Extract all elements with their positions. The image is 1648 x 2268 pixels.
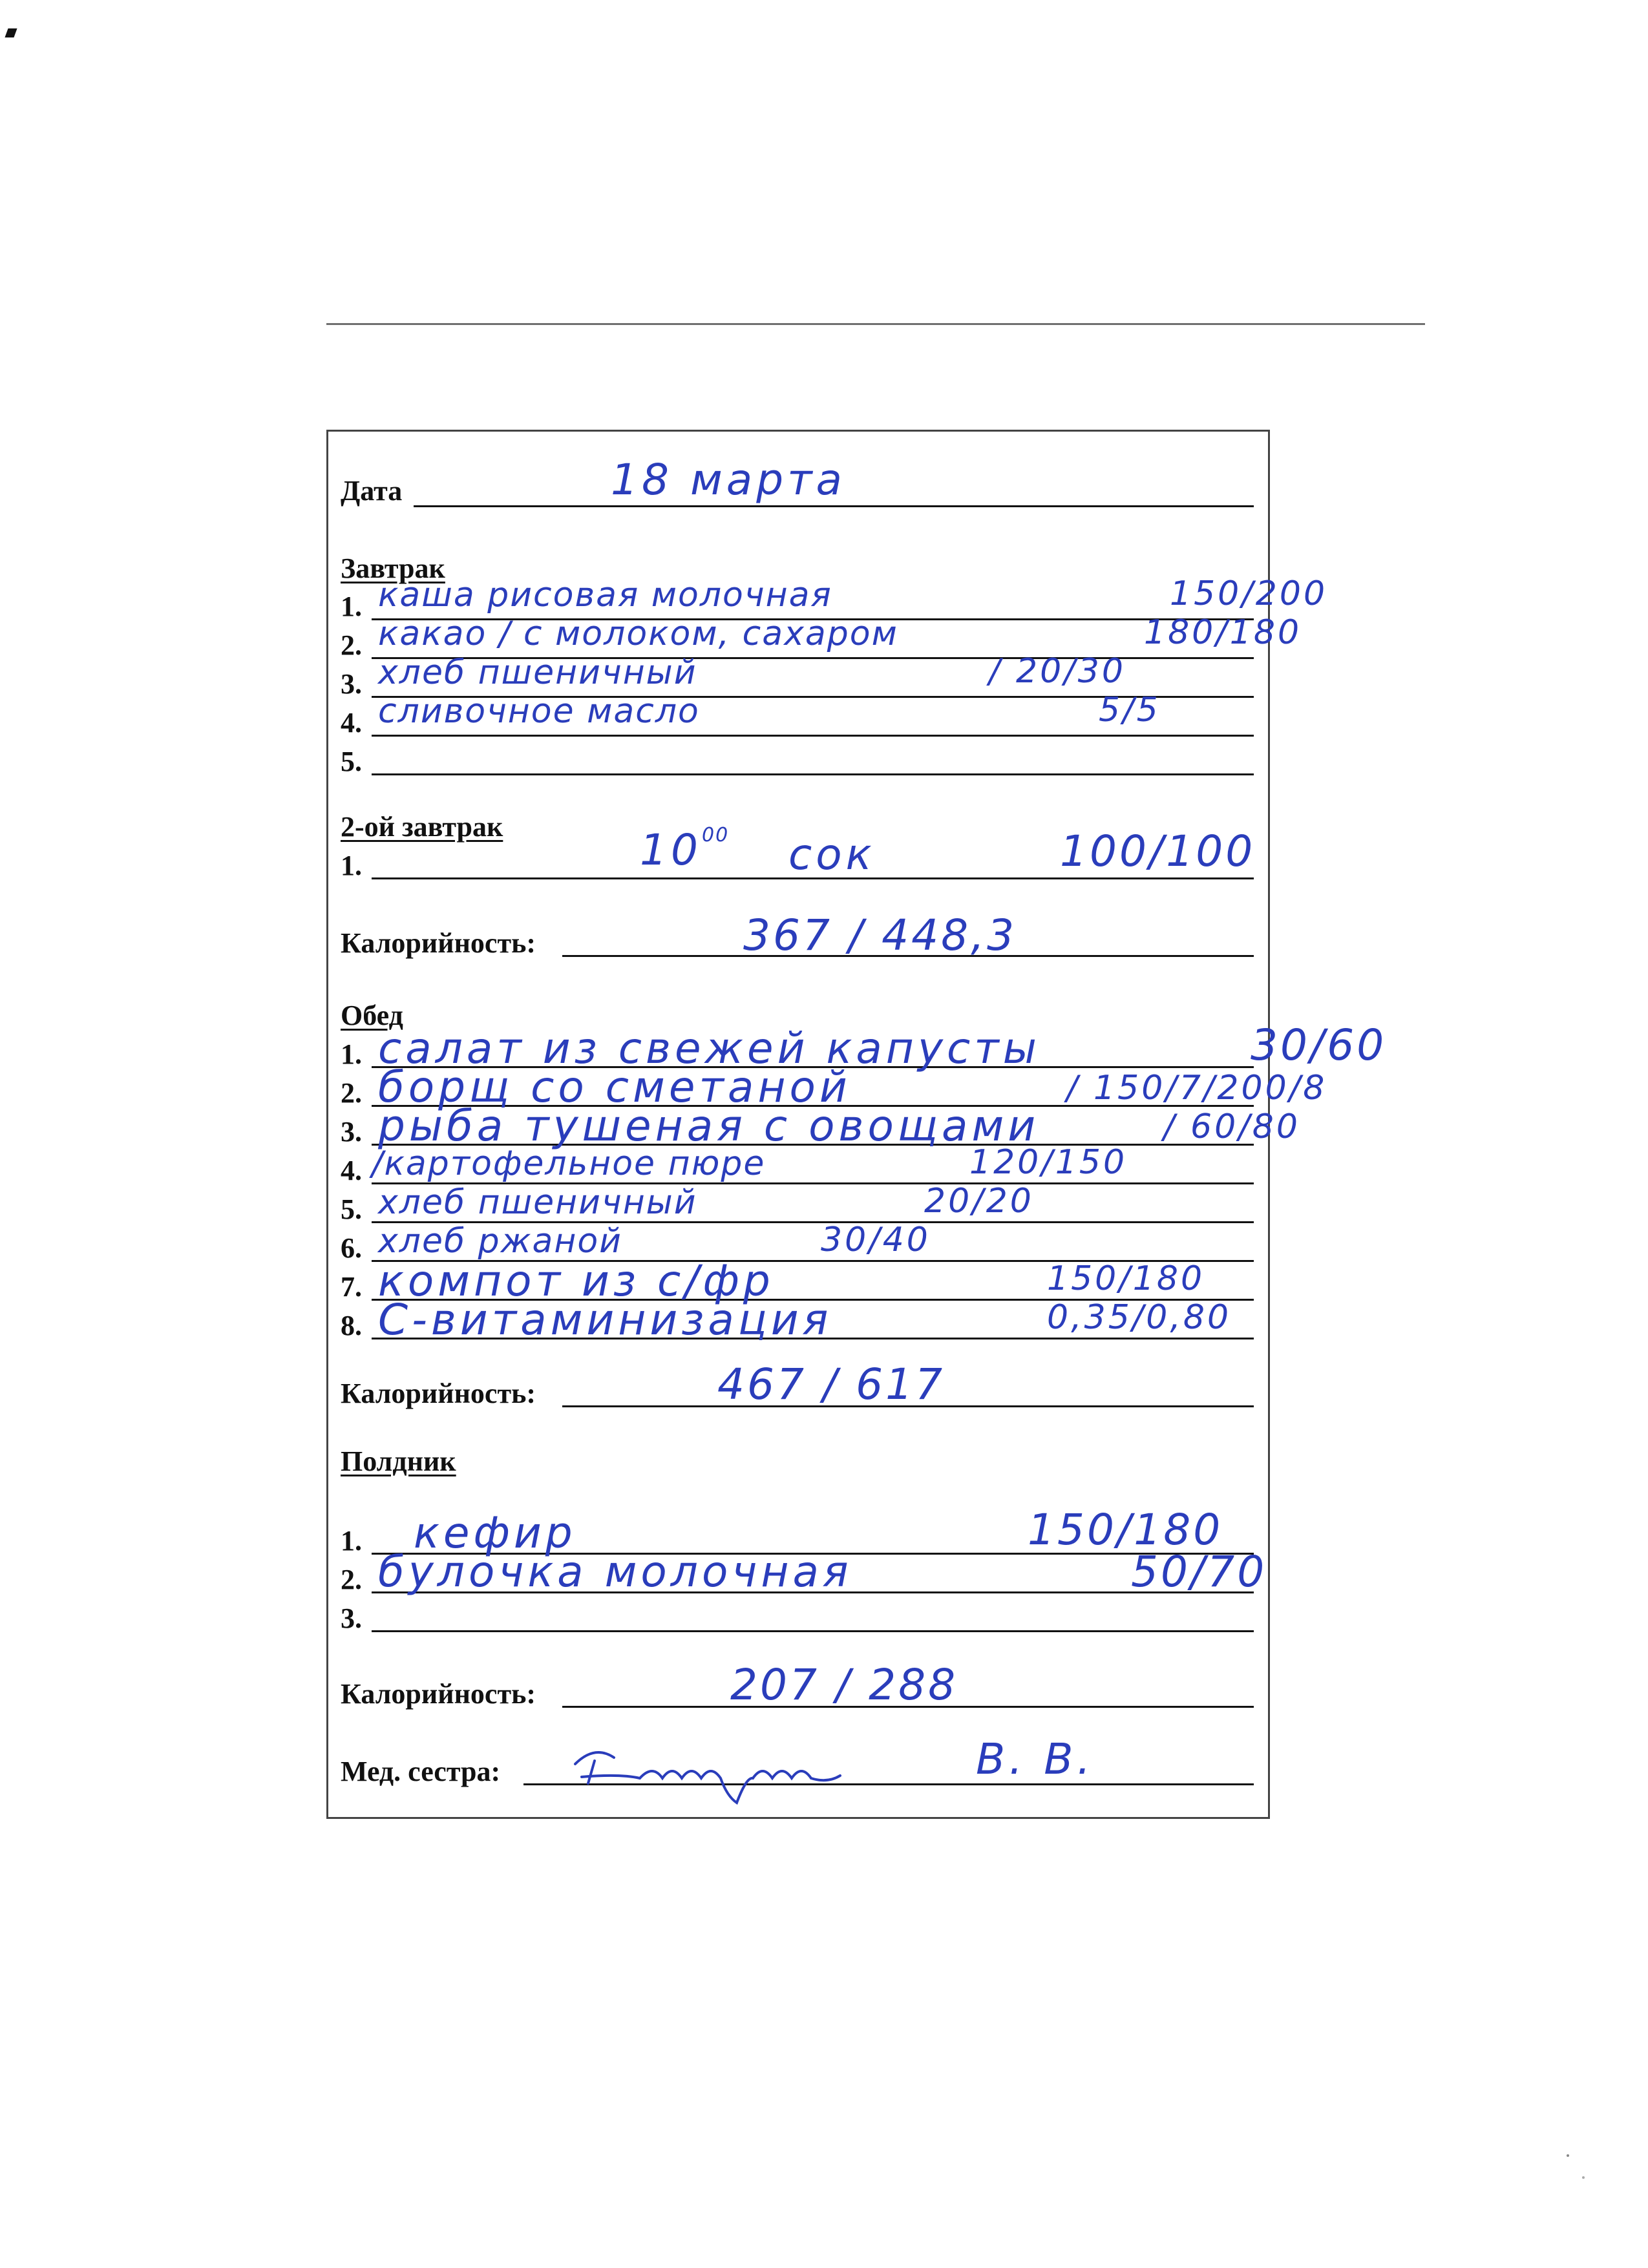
breakfast-item-text: хлеб пшеничный (378, 653, 697, 692)
breakfast-item-portion: / 20/30 (989, 652, 1126, 691)
second-breakfast-heading: 2-ой завтрак (341, 811, 503, 843)
breakfast-item-portion: 180/180 (1144, 613, 1302, 652)
lunch-item-text: борщ со сметаной (378, 1062, 851, 1112)
date-label: Дата (341, 475, 403, 507)
calories-value: 467 / 617 (717, 1360, 945, 1409)
lunch-item-num: 1. (341, 1038, 362, 1070)
breakfast-item-num: 5. (341, 746, 362, 777)
signature-icon (569, 1738, 931, 1809)
lunch-heading: Обед (341, 1000, 403, 1031)
time-hours: 10 (640, 825, 702, 875)
breakfast-item-text: каша рисовая молочная (378, 576, 832, 614)
breakfast-heading: Завтрак (341, 552, 445, 584)
second-breakfast-item-text: сок (788, 830, 876, 879)
breakfast-item-num: 2. (341, 629, 362, 661)
lunch-item-portion: 120/150 (969, 1143, 1128, 1182)
snack-line (372, 1630, 1254, 1632)
breakfast-line (372, 773, 1254, 775)
lunch-item-num: 4. (341, 1155, 362, 1186)
lunch-item-portion: / 60/80 (1163, 1108, 1300, 1146)
breakfast-item-portion: 150/200 (1170, 574, 1328, 613)
lunch-item-num: 5. (341, 1193, 362, 1225)
lunch-item-num: 7. (341, 1271, 362, 1303)
breakfast-item-num: 3. (341, 668, 362, 700)
second-breakfast-item-num: 1. (341, 850, 362, 881)
calories-value: 207 / 288 (730, 1660, 958, 1710)
lunch-item-portion: / 150/7/200/8 (1066, 1069, 1327, 1108)
lunch-item-portion: 0,35/0,80 (1047, 1298, 1232, 1337)
snack-item-text: кефир (414, 1508, 576, 1558)
lunch-item-portion: 30/40 (821, 1221, 931, 1259)
snack-item-portion: 150/180 (1028, 1505, 1223, 1555)
scan-specks (1564, 2152, 1590, 2190)
snack-heading: Полдник (341, 1445, 456, 1477)
breakfast-item-text: какао / с молоком, сахаром (378, 614, 898, 653)
lunch-item-portion: 20/20 (924, 1182, 1034, 1221)
calories-label: Калорийность: (341, 1378, 536, 1409)
second-breakfast-time (640, 824, 730, 875)
calories-label: Калорийность: (341, 1678, 536, 1710)
lunch-item-text: компот из с/фр (378, 1256, 774, 1306)
lunch-item-num: 3. (341, 1116, 362, 1148)
lunch-item-text: хлеб ржаной (378, 1222, 622, 1261)
breakfast-item-num: 1. (341, 591, 362, 622)
lunch-item-text: рыба тушеная с овощами (378, 1101, 1040, 1151)
snack-item-portion: 50/70 (1131, 1547, 1267, 1597)
breakfast-line (372, 735, 1254, 737)
lunch-item-portion: 150/180 (1047, 1259, 1205, 1298)
lunch-item-text: салат из свежей капусты (378, 1024, 1041, 1073)
lunch-item-text: С-витаминизация (378, 1295, 832, 1345)
calories-value: 367 / 448,3 (743, 910, 1017, 960)
calories-label: Калорийность: (341, 927, 536, 959)
breakfast-item-portion: 5/5 (1099, 691, 1161, 730)
nurse-initials: В. В. (976, 1734, 1095, 1784)
lunch-item-text: /картофельное пюре (372, 1144, 766, 1183)
second-breakfast-item-portion: 100/100 (1060, 826, 1256, 876)
date-value: 18 марта (611, 455, 846, 505)
page-separator-line (326, 323, 1425, 325)
snack-item-num: 1. (341, 1525, 362, 1557)
scan-corner-mark (5, 28, 17, 37)
date-line (414, 505, 1254, 507)
snack-item-num: 3. (341, 1602, 362, 1634)
time-minutes: 00 (701, 824, 730, 846)
lunch-item-portion: 30/60 (1251, 1020, 1387, 1070)
snack-item-text: булочка молочная (378, 1547, 852, 1597)
breakfast-item-num: 4. (341, 707, 362, 739)
lunch-item-num: 6. (341, 1232, 362, 1264)
lunch-item-num: 8. (341, 1310, 362, 1341)
lunch-item-num: 2. (341, 1077, 362, 1109)
nurse-label: Мед. сестра: (341, 1756, 501, 1787)
breakfast-item-text: сливочное масло (378, 692, 700, 731)
snack-item-num: 2. (341, 1564, 362, 1595)
lunch-item-text: хлеб пшеничный (378, 1183, 697, 1222)
